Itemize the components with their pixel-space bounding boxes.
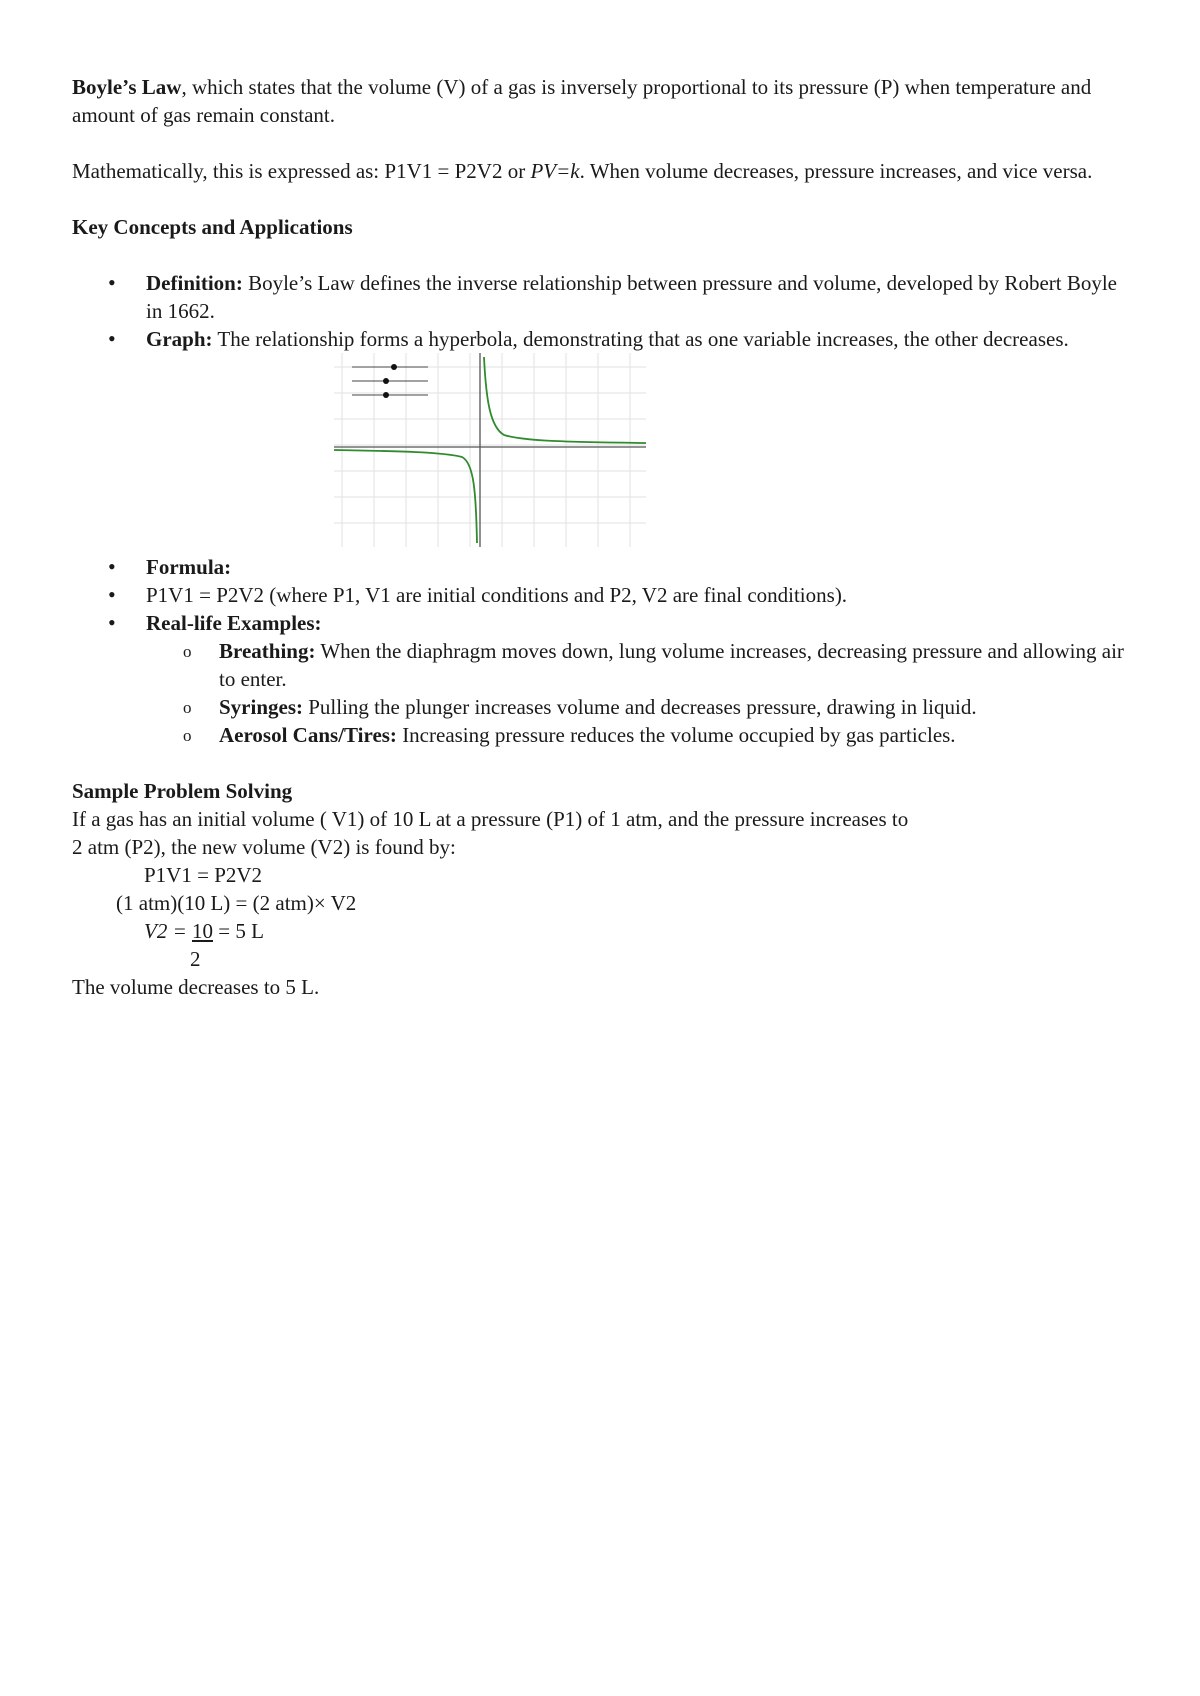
bullet-formula-label [72,553,1132,581]
definition-text: Boyle’s Law defines the inverse relationship between pressure and volume, developed by Robert Boyle in 1662. [146,271,1118,323]
math-lead: Mathematically, this is expressed as: [72,159,385,183]
math-or: or [502,159,531,183]
step3-numerator: 10 [192,919,213,943]
hyperbola-branch-positive [484,357,646,443]
examples-list [146,637,1132,749]
bullet-definition [72,269,1132,325]
slider-panel [352,367,428,395]
example-text: Increasing pressure reduces the volume occupied by gas particles. [396,723,956,747]
key-concepts-list [72,269,1132,749]
graph-container [146,353,1132,553]
example-label: Breathing: [219,639,316,663]
slider-dot-2 [383,378,389,384]
formula-text: P1V1 = P2V2 (where P1, V1 are initial conditions and P2, V2 are final conditions). [146,583,848,607]
graph-label: Graph: [146,327,213,351]
sample-line-1: If a gas has an initial volume ( V1) of 10 L at a pressure (P1) of 1 atm, and the pressure increases to [72,807,909,831]
sample-problem-section [72,777,1132,1001]
example-aerosol [146,721,1132,749]
example-label: Aerosol Cans/Tires: [219,723,397,747]
sample-line-2: 2 atm (P2), the new volume (V2) is found by: [72,835,456,859]
math-paragraph [72,157,1132,185]
sample-step-3 [72,917,1132,945]
bullet-graph [72,325,1132,553]
sample-step-3-denominator: 2 [190,947,201,971]
example-text: Pulling the plunger increases volume and decreases pressure, drawing in liquid. [303,695,977,719]
graph-text: The relationship forms a hyperbola, demonstrating that as one variable increases, the other decreases. [212,327,1069,351]
definition-label: Definition: [146,271,243,295]
math-rest: . When volume decreases, pressure increases, and vice versa. [579,159,1093,183]
graph-grid [334,353,646,547]
hyperbola-graph-image [334,353,646,547]
bullet-formula-text [72,581,1132,609]
formula-label: Formula: [146,555,232,579]
math-eq2: PV=k [530,159,580,183]
example-breathing [146,637,1132,693]
math-eq1: P1V1 = P2V2 [384,159,503,183]
bullet-real-life [72,609,1132,749]
document-content [72,73,1132,1001]
intro-term: Boyle’s Law [72,75,182,99]
key-concepts-heading: Key Concepts and Applications [72,215,353,239]
step3-rhs: = 5 L [213,919,264,943]
intro-paragraph [72,73,1132,129]
slider-dot-1 [391,364,397,370]
example-label: Syringes: [219,695,303,719]
example-syringes [146,693,1132,721]
example-text: When the diaphragm moves down, lung volume increases, decreasing pressure and allowing air to enter. [219,639,1124,691]
sample-heading: Sample Problem Solving [72,779,293,803]
intro-text: , which states that the volume (V) of a gas is inversely proportional to its pressure (P) when temperature and amount of gas remain constant. [72,75,1092,127]
examples-label: Real-life Examples: [146,611,322,635]
sample-conclusion: The volume decreases to 5 L. [72,975,320,999]
slider-dot-3 [383,392,389,398]
sample-step-1: P1V1 = P2V2 [144,863,263,887]
sample-step-2: (1 atm)(10 L) = (2 atm)× V2 [116,891,357,915]
step3-lhs: V2 = [144,919,192,943]
